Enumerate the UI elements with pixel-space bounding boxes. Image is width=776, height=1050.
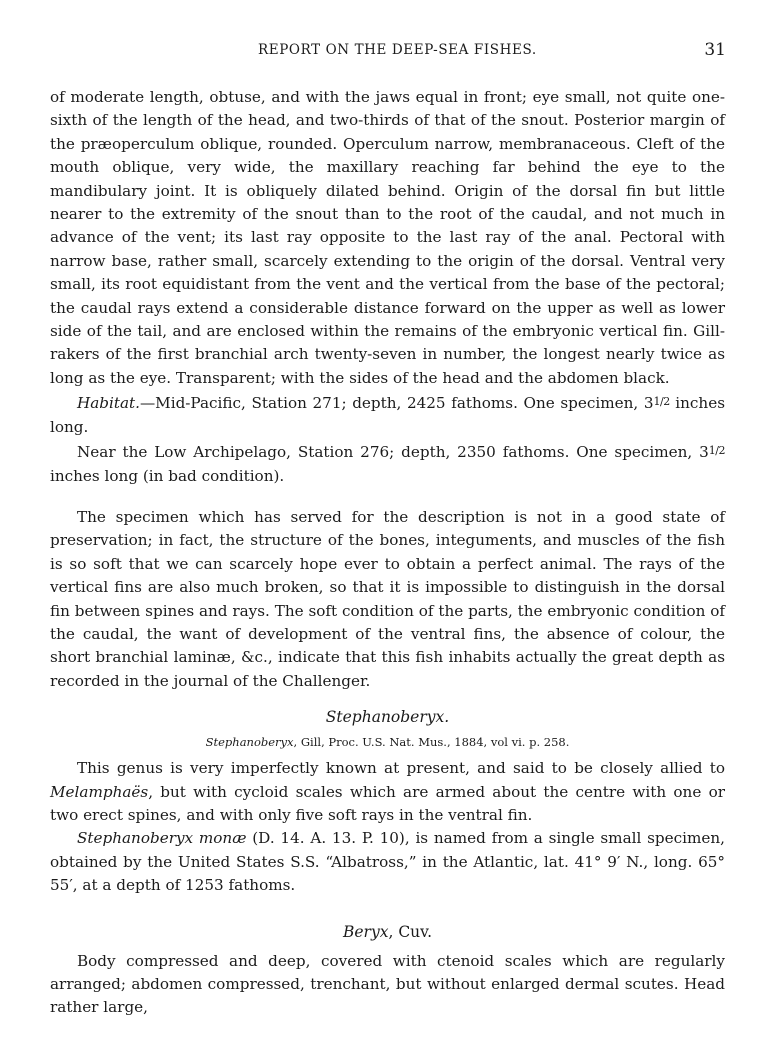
beryx-author: , Cuv. <box>388 922 433 941</box>
habitat-label: Habitat. <box>77 394 140 413</box>
stephanoberyx-paragraph-2 <box>50 827 725 897</box>
reference-genus: Stephanoberyx <box>205 735 294 750</box>
stephanoberyx-paragraph-1 <box>50 757 725 827</box>
beryx-paragraph: Body compressed and deep, covered with ctenoid scales which are regularly arranged; abdomen compressed, trenchant, but without enlarged dermal scutes. Head rather large, <box>50 951 725 1017</box>
remarks-paragraph: The specimen which has served for the description is not in a good state of preservation; in fact, the structure of the bones, integuments, and muscles of the fish is so soft that we can scarcely hope ever to obtain a perfect animal. The rays of the vertical fins are also much broken, so that it is impossible to distinguish in the dorsal fin between spines and rays. The soft condition of the parts, the embryonic condition of the caudal, the want of development of the ventral fins, the absence of colour, the short branchial laminæ, &c., indicate that this fish inhabits actually the great depth as recorded in the journal of the Challenger. <box>50 507 725 690</box>
para-1-pre: This genus is very imperfectly known at present, and said to be closely allied to <box>77 759 725 778</box>
para-2-text: (D. 14. A. 13. P. 10), is named from a single small specimen, obtained by the United States S.S. “Albatross,” in the Atlantic, lat. 41° 9′ N., long. 65° 55′, at a depth of 1253 fathoms. <box>50 829 725 895</box>
stephanoberyx-reference <box>50 733 725 751</box>
habitat-fraction-1: 1/2 <box>653 395 670 409</box>
beryx-genus: Beryx <box>342 922 389 941</box>
stephanoberyx-heading: Stephanoberyx. <box>325 708 450 727</box>
habitat-text-1: —Mid-Pacific, Station 271; depth, 2425 fathoms. One specimen, 3 <box>139 394 654 413</box>
description-paragraph: of moderate length, obtuse, and with the jaws equal in front; eye small, not quite one-sixth of the length of the head, and two-thirds of that of the snout. Posterior margin of the præoperculum oblique, rounded. Operculum narrow, membranaceous. Cleft of the mouth oblique, very wide, the maxillary reaching far behind the eye to the mandibulary joint. It is obliquely dilated behind. Origin of the dorsal fin but little nearer to the extremity of the snout than to the root of the caudal, and not much in advance of the vent; its last ray opposite to the last ray of the anal. Pectoral with narrow base, rather small, scarcely extending to the origin of the dorsal. Ventral very small, its root equidistant from the vent and the vertical from the base of the pectoral; the caudal rays extend a considerable distance forward on the upper as well as lower side of the tail, and are enclosed within the remains of the embryonic vertical fin. Gill-rakers of the first branchial arch twenty-seven in number, the longest nearly twice as long as the eye. Transparent; with the sides of the head and the abdomen black. <box>50 88 725 387</box>
body-text <box>50 86 725 1020</box>
habitat-fraction-2: 1/2 <box>708 444 725 458</box>
habitat-paragraph <box>50 390 725 439</box>
page-number: 31 <box>704 40 726 60</box>
habitat-text-2: inches long. <box>50 394 725 436</box>
page-header <box>258 42 726 64</box>
habitat-second-pre: Near the Low Archipelago, Station 276; depth, 2350 fathoms. One specimen, 3 <box>77 443 709 462</box>
habitat-second-paragraph <box>50 439 725 488</box>
beryx-heading <box>50 920 725 944</box>
para-1-genus: Melamphaës <box>50 782 149 801</box>
habitat-second-post: inches long (in bad condition). <box>50 466 285 485</box>
para-1-post: , but with cycloid scales which are armed about the centre with one or two erect spines, and with only five soft rays in the ventral fin. <box>50 782 725 824</box>
running-head: REPORT ON THE DEEP-SEA FISHES. <box>258 42 537 58</box>
para-2-species: Stephanoberyx monæ <box>77 829 247 848</box>
reference-text: , Gill, Proc. U.S. Nat. Mus., 1884, vol vi. p. 258. <box>293 735 570 750</box>
